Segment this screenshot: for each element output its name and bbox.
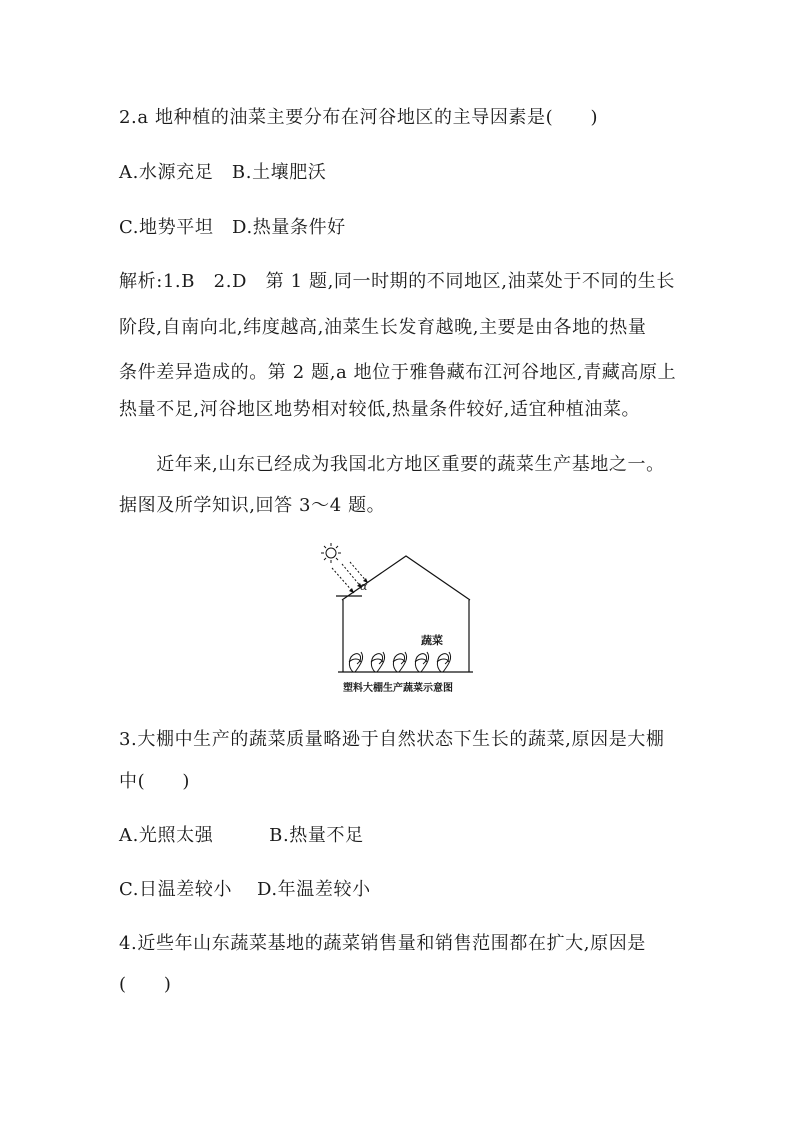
question-2-options-cd: C.地势平坦 D.热量条件好 (119, 217, 346, 238)
question-2-stem: 2.a 地种植的油菜主要分布在河谷地区的主导因素是( ) (119, 107, 599, 128)
intro-line-2: 据图及所学知识,回答 3～4 题。 (119, 495, 386, 516)
plant-icon (371, 652, 385, 672)
greenhouse-figure (318, 538, 488, 698)
analysis-line-4: 热量不足,河谷地区地势相对较低,热量条件较好,适宜种植油菜。 (119, 399, 641, 420)
analysis-line-2: 阶段,自南向北,纬度越高,油菜生长发育越晚,主要是由各地的热量 (119, 317, 647, 338)
plant-icon (415, 652, 429, 672)
question-3-options-ab: A.光照太强 B.热量不足 (119, 825, 364, 846)
question-3-stem-line-2: 中( ) (119, 771, 191, 792)
question-2-options-ab: A.水源充足 B.土壤肥沃 (119, 162, 327, 183)
plant-icon (393, 652, 407, 672)
greenhouse-outline (336, 556, 473, 672)
intro-line-1: 近年来,山东已经成为我国北方地区重要的蔬菜生产基地之一。 (119, 454, 665, 475)
plant-row (349, 652, 451, 672)
plant-icon (349, 652, 363, 672)
question-3-stem-line-1: 3.大棚中生产的蔬菜质量略逊于自然状态下生长的蔬菜,原因是大棚 (119, 729, 665, 750)
figure-caption: 塑料大棚生产蔬菜示意图 (343, 683, 453, 694)
sun-icon (321, 543, 341, 563)
angle-alpha-label: α (360, 580, 368, 593)
vegetable-label: 蔬菜 (421, 634, 443, 647)
analysis-line-1: 解析:1.B 2.D 第 1 题,同一时期的不同地区,油菜处于不同的生长 (119, 271, 676, 292)
question-3-options-cd: C.日温差较小 D.年温差较小 (119, 879, 371, 900)
greenhouse-diagram (318, 538, 488, 680)
question-4-stem-line-1: 4.近些年山东蔬菜基地的蔬菜销售量和销售范围都在扩大,原因是 (119, 933, 646, 954)
question-4-stem-line-2: ( ) (119, 974, 172, 995)
plant-icon (437, 652, 451, 672)
analysis-line-3: 条件差异造成的。第 2 题,a 地位于雅鲁藏布江河谷地区,青藏高原上 (119, 362, 677, 383)
